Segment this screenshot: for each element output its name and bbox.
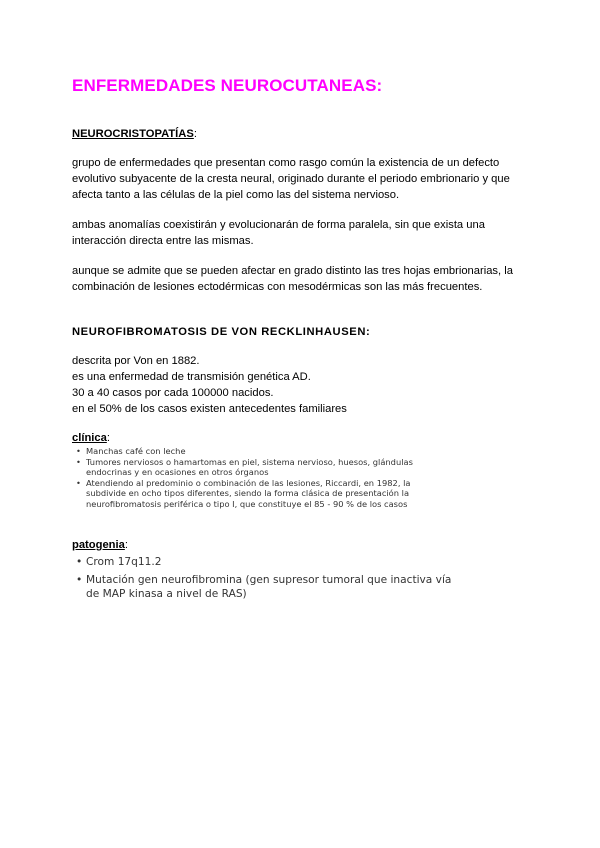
section-heading-label: NEUROCRISTOPATÍAS: [72, 128, 194, 140]
list-item-text: Crom 17q11.2: [86, 556, 162, 568]
list-item: [76, 457, 436, 478]
section-heading-label: patogenia: [72, 539, 125, 551]
bullet-icon: •: [76, 477, 81, 488]
fact-line: en el 50% de los casos existen antecedentes familiares: [72, 403, 347, 415]
patogenia-bullet-list: [76, 556, 456, 606]
section-heading-neurofibromatosis: NEUROFIBROMATOSIS DE VON RECKLINHAUSEN:: [72, 326, 371, 338]
list-item: [76, 446, 436, 457]
heading-colon: :: [106, 432, 110, 444]
list-item-text: Mutación gen neurofibromina (gen supresor tumoral que inactiva vía de MAP kinasa a nivel de RAS): [86, 574, 452, 600]
bullet-icon: •: [76, 556, 83, 568]
clinica-bullet-list: [76, 446, 436, 510]
paragraph-definition: grupo de enfermedades que presentan como rasgo común la existencia de un defecto evolutivo subyacente de la cresta neural, originado durante el periodo embrionario y que afecta tanto a las células de la piel como las del sistema nervioso.: [72, 157, 510, 201]
fact-line: es una enfermedad de transmisión genética AD.: [72, 371, 311, 383]
list-item-text: Manchas café con leche: [86, 446, 186, 456]
list-item-text: Atendiendo al predominio o combinación de las lesiones, Riccardi, en 1982, la subdivide en ocho tipos diferentes, siendo la forma clásica de presentación la neurofibromatosis periférica o tipo I, que constituye el 85 - 90 % de los casos: [86, 477, 411, 509]
section-heading-neurocristopatias: [72, 126, 197, 142]
section-heading-clinica: [72, 430, 110, 446]
paragraph-coexistence: ambas anomalías coexistirán y evolucionarán de forma paralela, sin que exista una interacción directa entre las mismas.: [72, 219, 485, 247]
page-title: ENFERMEDADES NEUROCUTANEAS:: [72, 76, 383, 95]
bullet-icon: •: [76, 446, 81, 456]
paragraph-embryonic-layers: aunque se admite que se pueden afectar en grado distinto las tres hojas embrionarias, la combinación de lesiones ectodérmicas con mesodérmicas son las más frecuentes.: [72, 265, 513, 293]
bullet-icon: •: [76, 574, 83, 587]
list-item: [76, 574, 456, 601]
neurofibromatosis-facts: [72, 353, 532, 417]
list-item: [76, 556, 456, 569]
list-item-text: Tumores nerviosos o hamartomas en piel, sistema nervioso, huesos, glándulas endocrinas y en ocasiones en otros órganos: [86, 456, 413, 478]
heading-colon: :: [193, 128, 197, 140]
section-heading-patogenia: [72, 537, 128, 553]
bullet-icon: •: [76, 456, 81, 467]
fact-line: 30 a 40 casos por cada 100000 nacidos.: [72, 387, 274, 399]
heading-colon: :: [124, 539, 128, 551]
list-item: [76, 478, 436, 510]
section-heading-label: clínica: [72, 432, 107, 444]
fact-line: descrita por Von en 1882.: [72, 355, 200, 367]
